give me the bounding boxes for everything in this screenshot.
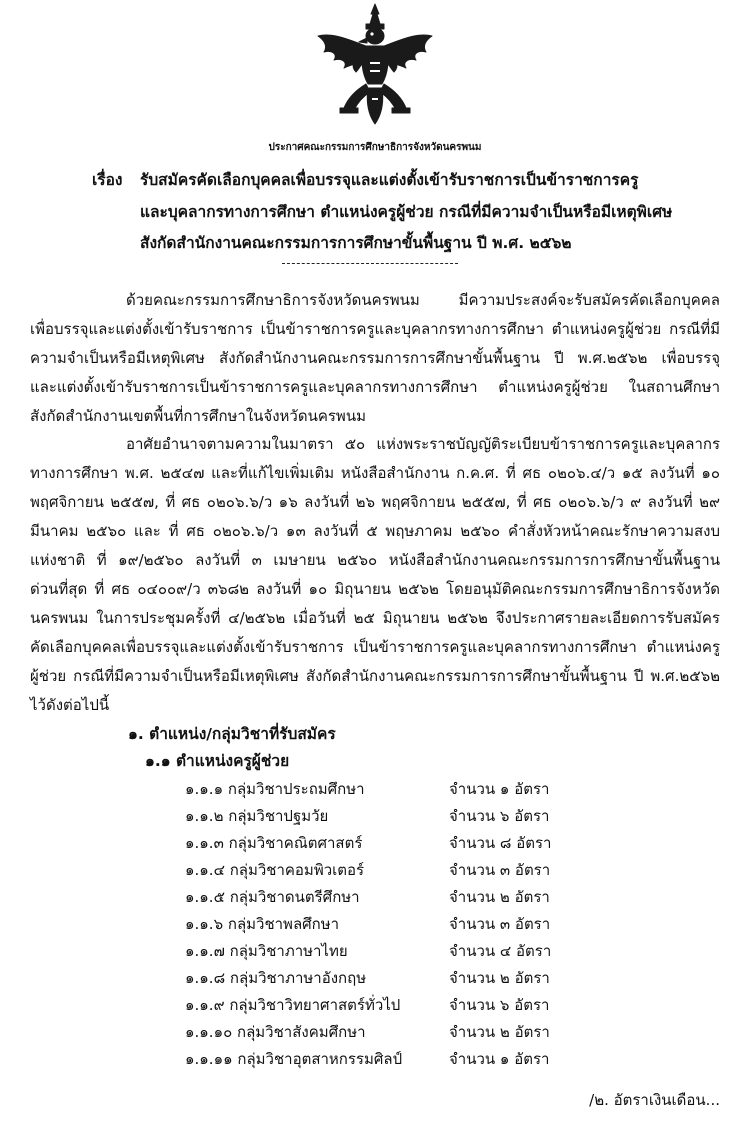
intro-line: และแต่งตั้งเข้ารับราชการเป็นข้าราชการครูและบุคลากรทางการศึกษา ตำแหน่งครูผู้ช่วย ในสถานศึกษา [30,378,720,396]
garuda-emblem-icon [310,2,440,128]
subject-quantity: จำนวน ๑ อัตรา [449,1050,550,1068]
intro-line: ความจำเป็นหรือมีเหตุพิเศษ สังกัดสำนักงานคณะกรรมการการศึกษาขั้นพื้นฐาน ปี พ.ศ.๒๕๖๒ เพื่อบรรจุ [30,349,720,367]
subject-name: ๑.๑.๙ กลุ่มวิชาวิทยาศาสตร์ทั่วไป [185,996,401,1014]
subject-quantity: จำนวน ๒ อัตรา [449,1023,550,1041]
subject-line-2: และบุคลากรทางการศึกษา ตำแหน่งครูผู้ช่วย กรณีที่มีความจำเป็นหรือมีเหตุพิเศษ [140,203,673,221]
subject-quantity: จำนวน ๒ อัตรา [449,969,550,987]
subject-quantity: จำนวน ๓ อัตรา [449,915,551,933]
authority-line: ผู้ช่วย กรณีที่มีความจำเป็นหรือมีเหตุพิเศษ สังกัดสำนักงานคณะกรรมการการศึกษาขั้นพื้นฐาน ปี พ.ศ.๒๕๖๒ [30,667,720,685]
authority-line: คัดเลือกบุคคลเพื่อบรรจุและแต่งตั้งเข้ารับราชการ เป็นข้าราชการครูและบุคลากรทางการศึกษา ตำแหน่งครู [30,638,720,656]
authority-line: อาศัยอำนาจตามความในมาตรา ๕๐ แห่งพระราชบัญญัติระเบียบข้าราชการครูและบุคลากร [126,435,720,453]
subject-name: ๑.๑.๑๑ กลุ่มวิชาอุตสาหกรรมศิลป์ [185,1050,403,1068]
subject-name: ๑.๑.๗ กลุ่มวิชาภาษาไทย [185,942,348,960]
continuation-note: /๒. อัตราเงินเดือน... [589,1091,720,1109]
subject-name: ๑.๑.๘ กลุ่มวิชาภาษาอังกฤษ [185,969,367,987]
subject-quantity: จำนวน ๘ อัตรา [449,834,552,852]
authority-line: นครพนม ในการประชุมครั้งที่ ๔/๒๕๖๒ เมื่อวันที่ ๒๕ มิถุนายน ๒๕๖๒ จึงประกาศรายละเอียดการรับสมัคร [30,609,720,627]
subject-name: ๑.๑.๑๐ กลุ่มวิชาสังคมศึกษา [185,1023,366,1041]
subject-name: ๑.๑.๔ กลุ่มวิชาคอมพิวเตอร์ [185,861,365,879]
authority-line: ไว้ดังต่อไปนี้ [30,696,110,714]
section-heading: ๑. ตำแหน่ง/กลุ่มวิชาที่รับสมัคร [128,725,336,743]
announcement-title: ประกาศคณะกรรมการศึกษาธิการจังหวัดนครพนม [268,142,482,153]
title-divider [282,263,458,264]
sub-section-heading: ๑.๑ ตำแหน่งครูผู้ช่วย [145,752,290,770]
subject-name: ๑.๑.๖ กลุ่มวิชาพลศึกษา [185,915,340,933]
subject-line-1: รับสมัครคัดเลือกบุคคลเพื่อบรรจุและแต่งตั้งเข้ารับราชการเป็นข้าราชการครู [140,171,639,189]
subject-line-3: สังกัดสำนักงานคณะกรรมการการศึกษาขั้นพื้นฐาน ปี พ.ศ. ๒๕๖๒ [140,234,572,252]
subject-quantity: จำนวน ๖ อัตรา [449,807,550,825]
subject-quantity: จำนวน ๔ อัตรา [449,942,552,960]
intro-line: ด้วยคณะกรรมการศึกษาธิการจังหวัดนครพนม มีความประสงค์จะรับสมัครคัดเลือกบุคคล [126,291,720,309]
subject-name: ๑.๑.๓ กลุ่มวิชาคณิตศาสตร์ [185,834,363,852]
subject-quantity: จำนวน ๒ อัตรา [449,888,550,906]
authority-line: พฤศจิกายน ๒๕๕๗, ที่ ศธ ๐๒๐๖.๖/ว ๑๖ ลงวันที่ ๒๖ พฤศจิกายน ๒๕๕๗, ที่ ศธ ๐๒๐๖.๖/ว ๙ ลงวันที่ ๒๙ [30,493,720,511]
intro-line: สังกัดสำนักงานเขตพื้นที่การศึกษาในจังหวัดนครพนม [30,407,366,425]
intro-line: เพื่อบรรจุและแต่งตั้งเข้ารับราชการ เป็นข้าราชการครูและบุคลากรทางการศึกษา ตำแหน่งครูผู้ช่วย กรณีที่มี [30,320,720,338]
subject-name: ๑.๑.๒ กลุ่มวิชาปฐมวัย [185,807,329,825]
intro-paragraph [30,286,720,431]
authority-line: ด่วนที่สุด ที่ ศธ ๐๔๐๐๙/ว ๓๖๘๒ ลงวันที่ ๑๐ มิถุนายน ๒๕๖๒ โดยอนุมัติคณะกรรมการศึกษาธิการจังหวัด [30,580,720,598]
subject-quantity: จำนวน ๖ อัตรา [449,996,550,1014]
subject-name: ๑.๑.๕ กลุ่มวิชาดนตรีศึกษา [185,888,360,906]
authority-paragraph [30,430,720,720]
subject-name: ๑.๑.๑ กลุ่มวิชาประถมศึกษา [185,780,365,798]
subject-label: เรื่อง [92,171,123,189]
subject-quantity: จำนวน ๑ อัตรา [449,780,550,798]
authority-line: ทางการศึกษา พ.ศ. ๒๕๔๗ และที่แก้ไขเพิ่มเติม หนังสือสำนักงาน ก.ค.ศ. ที่ ศธ ๐๒๐๖.๔/ว ๑๕ ลงวันที่ ๑๐ [30,464,720,482]
subject-quantity: จำนวน ๓ อัตรา [449,861,551,879]
authority-line: แห่งชาติ ที่ ๑๙/๒๕๖๐ ลงวันที่ ๓ เมษายน ๒๕๖๐ หนังสือสำนักงานคณะกรรมการการศึกษาขั้นพื้นฐาน [30,551,720,569]
authority-line: มีนาคม ๒๕๖๐ และ ที่ ศธ ๐๒๐๖.๖/ว ๑๓ ลงวันที่ ๕ พฤษภาคม ๒๕๖๐ คำสั่งหัวหน้าคณะรักษาความสงบ [30,522,720,540]
